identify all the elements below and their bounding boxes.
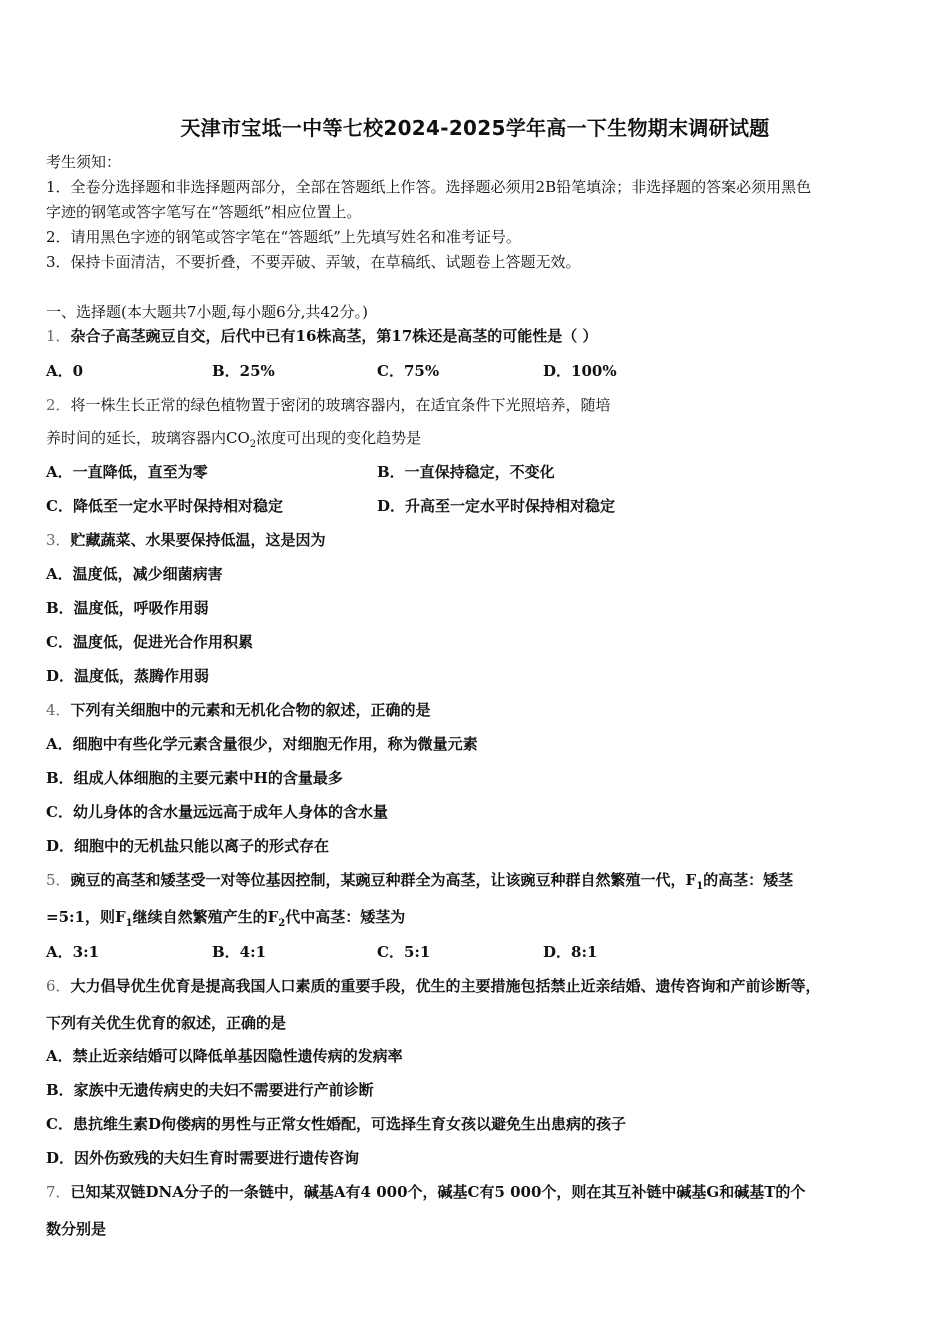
question-number: 7． bbox=[46, 1183, 71, 1201]
question-text-cont: 数分别是 bbox=[46, 1220, 107, 1238]
section-heading: 一、选择题(本大题共7小题,每小题6分,共42分。) bbox=[46, 303, 368, 321]
notice-item: 字迹的钢笔或答字笔写在“答题纸”相应位置上。 bbox=[46, 203, 362, 221]
option-a: A．0 bbox=[46, 362, 84, 380]
option-a: A．3:1 bbox=[46, 943, 100, 961]
notice-item: 3．保持卡面清洁，不要折叠，不要弄破、弄皱，在草稿纸、试题卷上答题无效。 bbox=[46, 253, 581, 271]
option-c: C．降低至一定水平时保持相对稳定 bbox=[46, 497, 283, 515]
option-b: B．一直保持稳定，不变化 bbox=[377, 463, 555, 481]
option-b: B．25% bbox=[212, 362, 275, 380]
option-b: B．组成人体细胞的主要元素中H的含量最多 bbox=[46, 769, 343, 787]
subscript: 1 bbox=[696, 881, 704, 892]
text-segment: 浓度可出现的变化趋势是 bbox=[256, 429, 422, 447]
option-c: C．75% bbox=[377, 362, 440, 380]
question-number: 2． bbox=[46, 396, 71, 414]
text-segment: 继续自然繁殖产生的F bbox=[132, 908, 279, 926]
subscript: 2 bbox=[278, 918, 286, 929]
option-a: A．细胞中有些化学元素含量很少，对细胞无作用，称为微量元素 bbox=[46, 735, 478, 753]
option-c: C．温度低，促进光合作用积累 bbox=[46, 633, 253, 651]
question-text: 已知某双链DNA分子的一条链中，碱基A有4 000个，碱基C有5 000个，则在其互补链中碱基G和碱基T的个 bbox=[70, 1183, 806, 1201]
text-segment: 代中高茎：矮茎为 bbox=[285, 908, 406, 926]
subscript: 1 bbox=[125, 918, 133, 929]
option-c: C．患抗维生素D佝偻病的男性与正常女性婚配，可选择生育女孩以避免生出患病的孩子 bbox=[46, 1115, 626, 1133]
question-6 bbox=[46, 976, 821, 996]
page-title: 天津市宝坻一中等七校2024-2025学年高一下生物期末调研试题 bbox=[180, 116, 770, 140]
question-number: 4． bbox=[46, 701, 71, 719]
text-segment: =5:1，则F bbox=[46, 908, 126, 926]
question-number: 6． bbox=[46, 977, 71, 995]
notice-item: 1．全卷分选择题和非选择题两部分，全部在答题纸上作答。选择题必须用2B铅笔填涂；非选择题的答案必须用黑色 bbox=[46, 178, 812, 196]
question-number: 1． bbox=[46, 327, 71, 345]
question-number: 5． bbox=[46, 871, 71, 889]
question-3 bbox=[46, 530, 326, 550]
option-d: D．细胞中的无机盐只能以离子的形式存在 bbox=[46, 837, 330, 855]
question-7 bbox=[46, 1182, 805, 1202]
question-text-cont bbox=[46, 907, 405, 934]
subscript: 2 bbox=[249, 439, 257, 450]
question-4 bbox=[46, 700, 431, 720]
question-text: 下列有关细胞中的元素和无机化合物的叙述，正确的是 bbox=[70, 701, 431, 719]
option-c: C．幼儿身体的含水量远远高于成年人身体的含水量 bbox=[46, 803, 388, 821]
text-segment: 豌豆的高茎和矮茎受一对等位基因控制，某豌豆种群全为高茎，让该豌豆种群自然繁殖一代，F bbox=[70, 871, 697, 889]
question-text-cont bbox=[46, 428, 421, 455]
question-text: 将一株生长正常的绿色植物置于密闭的玻璃容器内，在适宜条件下光照培养，随培 bbox=[70, 396, 611, 414]
question-text: 贮藏蔬菜、水果要保持低温，这是因为 bbox=[70, 531, 326, 549]
option-c: C．5:1 bbox=[377, 943, 431, 961]
option-a: A．一直降低，直至为零 bbox=[46, 463, 208, 481]
option-d: D．8:1 bbox=[543, 943, 598, 961]
option-d: D．因外伤致残的夫妇生育时需要进行遗传咨询 bbox=[46, 1149, 360, 1167]
question-text: 大力倡导优生优育是提高我国人口素质的重要手段，优生的主要措施包括禁止近亲结婚、遗传咨询和产前诊断等， bbox=[70, 977, 821, 995]
question-text-cont: 下列有关优生优育的叙述，正确的是 bbox=[46, 1014, 287, 1032]
option-d: D．温度低，蒸腾作用弱 bbox=[46, 667, 210, 685]
notice-item: 2．请用黑色字迹的钢笔或答字笔在“答题纸”上先填写姓名和准考证号。 bbox=[46, 228, 521, 246]
option-b: B．4:1 bbox=[212, 943, 267, 961]
text-segment: 养时间的延长，玻璃容器内CO bbox=[46, 429, 250, 447]
option-b: B．家族中无遗传病史的夫妇不需要进行产前诊断 bbox=[46, 1081, 374, 1099]
text-segment: 的高茎：矮茎 bbox=[703, 871, 794, 889]
option-a: A．温度低，减少细菌病害 bbox=[46, 565, 223, 583]
option-b: B．温度低，呼吸作用弱 bbox=[46, 599, 209, 617]
question-2 bbox=[46, 395, 611, 415]
question-text: 杂合子高茎豌豆自交，后代中已有16株高茎，第17株还是高茎的可能性是（ ） bbox=[70, 327, 598, 345]
option-d: D．升高至一定水平时保持相对稳定 bbox=[377, 497, 616, 515]
question-1 bbox=[46, 326, 598, 346]
question-number: 3． bbox=[46, 531, 71, 549]
notice-heading: 考生须知： bbox=[46, 153, 122, 171]
option-d: D．100% bbox=[543, 362, 617, 380]
question-5 bbox=[46, 870, 793, 897]
option-a: A．禁止近亲结婚可以降低单基因隐性遗传病的发病率 bbox=[46, 1047, 403, 1065]
